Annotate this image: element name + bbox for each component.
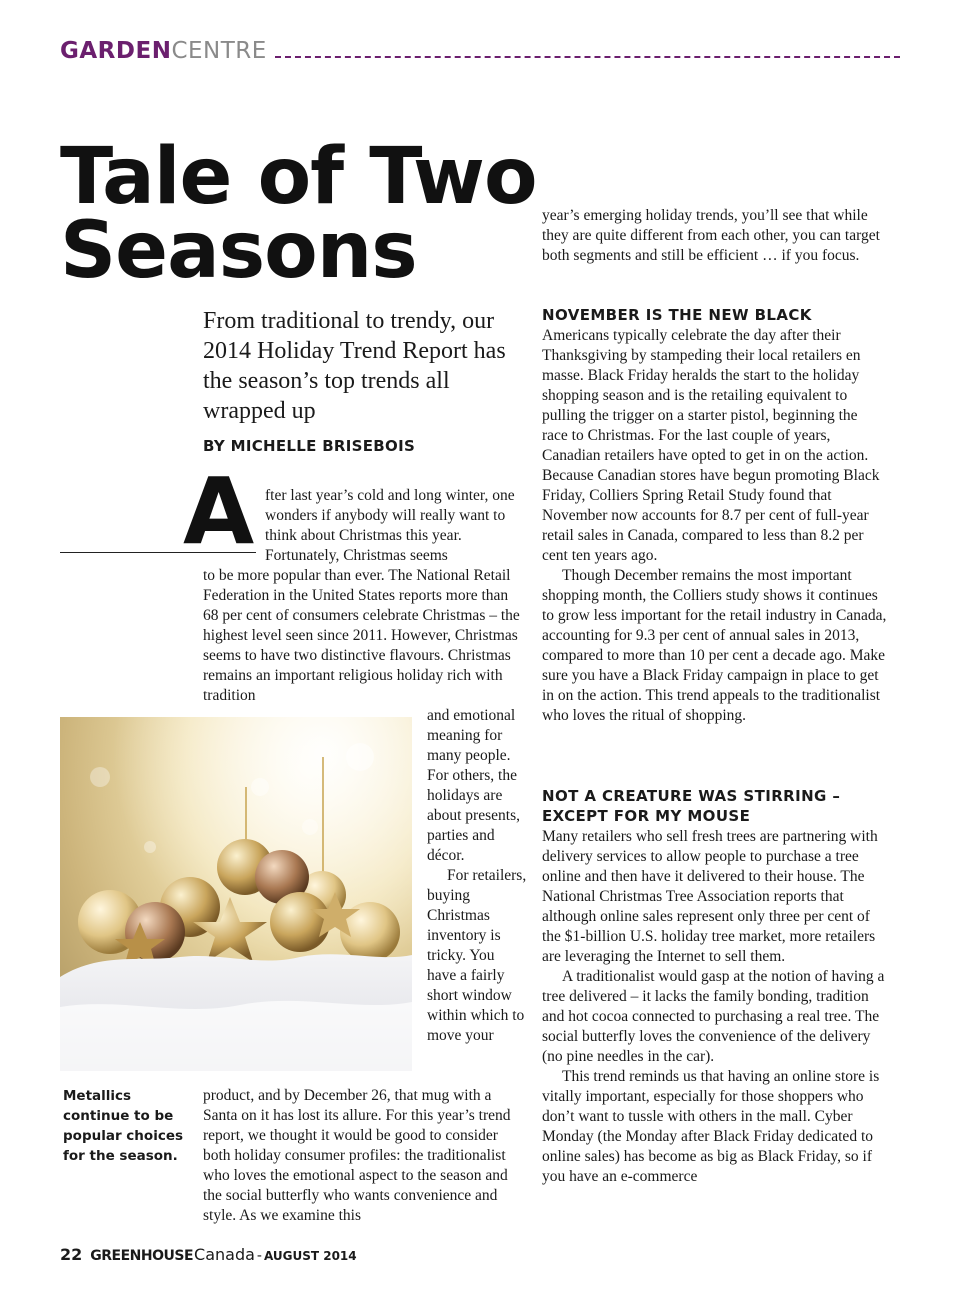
magazine-name-light: Canada [194, 1245, 255, 1264]
section-name-light: CENTRE [171, 38, 267, 64]
section-november [542, 326, 887, 726]
section-name-bold: GARDEN [60, 38, 172, 64]
intro-narrow-column [427, 706, 527, 1046]
intro-paragraph-continued: to be more popular than ever. The National Retail Federation in the United States reports more than 68 per cent of consumers celebrate Christmas – the highest level seen since 2011. However, Christmas seems to have two distinctive flavours. Christmas remains an important religious holiday rich with tradition [203, 567, 520, 704]
title-line-1: Tale of Two [60, 132, 537, 222]
byline: BY MICHELLE BRISEBOIS [203, 437, 416, 455]
creature-para-3: This trend reminds us that having an online store is vitally important, especially for those shoppers who don’t want to tussle with others in the mall. Cyber Monday (the Monday after Black Friday dedicated to online sales) has become as big as Black Friday, so if you have an e-commerce [542, 1068, 880, 1185]
subhead-november: NOVEMBER IS THE NEW BLACK [542, 306, 812, 324]
intro-narrow-para-2: For retailers, buying Christmas inventory is tricky. You have a fairly short window within which to move your [427, 867, 527, 1044]
title-line-2: Seasons [60, 206, 417, 296]
header-dashed-rule [275, 56, 900, 58]
page-footer [60, 1245, 357, 1267]
ornaments-illustration [60, 717, 412, 1071]
section-creature [542, 827, 887, 1187]
footer-separator: - [256, 1248, 262, 1264]
november-para-2: Though December remains the most important shopping month, the Colliers study shows it continues to grow less important for the retail industry in Canada, accounting for 9.3 per cent of annual sales in 2013, compared to more than 10 per cent a decade ago. Make sure you have a Black Friday campaign in place to get in on the action. This trend appeals to the traditionalist who loves the ritual of shopping. [542, 567, 887, 724]
issue-date: AUGUST 2014 [263, 1249, 357, 1263]
section-header [60, 36, 900, 66]
photo-caption: Metallics continue to be popular choices for the season. [63, 1088, 184, 1164]
col2-intro-paragraph: year’s emerging holiday trends, you’ll see that while they are quite different from each other, you can target both segments and still be efficient … if you focus. [542, 207, 880, 264]
ornaments-photo [60, 717, 412, 1071]
intro-paragraph-end: product, and by December 26, that mug with a Santa on it has lost its allure. For this year’s trend report, we thought it would be good to consider both holiday consumer profiles: the traditionalist who loves the emotional aspect to the season and the social butterfly who wants convenience and style. As we examine this [203, 1087, 511, 1224]
magazine-name-bold: GREENHOUSE [90, 1248, 194, 1264]
page-number: 22 [60, 1245, 83, 1264]
intro-narrow-para-1: and emotional meaning for many people. For others, the holidays are about presents, parties and décor. [427, 707, 520, 864]
november-para-1: Americans typically celebrate the day after their Thanksgiving by stampeding their local retailers en masse. Black Friday heralds the start to the holiday shopping season and is the retailing equivalent to pulling the trigger on a starter pistol, beginning the race to Christmas. For the last couple of years, Canadian retailers have opted to get in on the action. Because Canadian stores have begun promoting Black Friday, Colliers Spring Retail Study found that November now accounts for 8.7 per cent of full-year retail sales in Canada, compared to less than 8.2 per cent ten years ago. [542, 327, 880, 564]
article-deck: From traditional to trendy, our 2014 Holiday Trend Report has the season’s top trends all wrapped up [203, 308, 506, 424]
creature-para-1: Many retailers who sell fresh trees are partnering with delivery services to allow people to purchase a tree online and then have it delivered to their house. The National Christmas Tree Association reports that although online sales represent only three per cent of the $1-billion U.S. holiday tree market, more retailers are leveraging the Internet to sell them. [542, 828, 878, 965]
drop-cap: A [183, 458, 255, 565]
intro-rule [60, 552, 256, 553]
intro-paragraph-lead: fter last year’s cold and long winter, one wonders if anybody will really want to think about Christmas this year. Fortunately, Christmas seems [265, 487, 515, 564]
subhead-creature: NOT A CREATURE WAS STIRRING – EXCEPT FOR MY MOUSE [542, 787, 841, 825]
article-title [60, 132, 540, 296]
creature-para-2: A traditionalist would gasp at the notion of having a tree delivered – it lacks the family bonding, tradition and hot cocoa connected to purchasing a real tree. The social butterfly loves the convenience of the delivery (no pine needles in the car). [542, 968, 885, 1065]
